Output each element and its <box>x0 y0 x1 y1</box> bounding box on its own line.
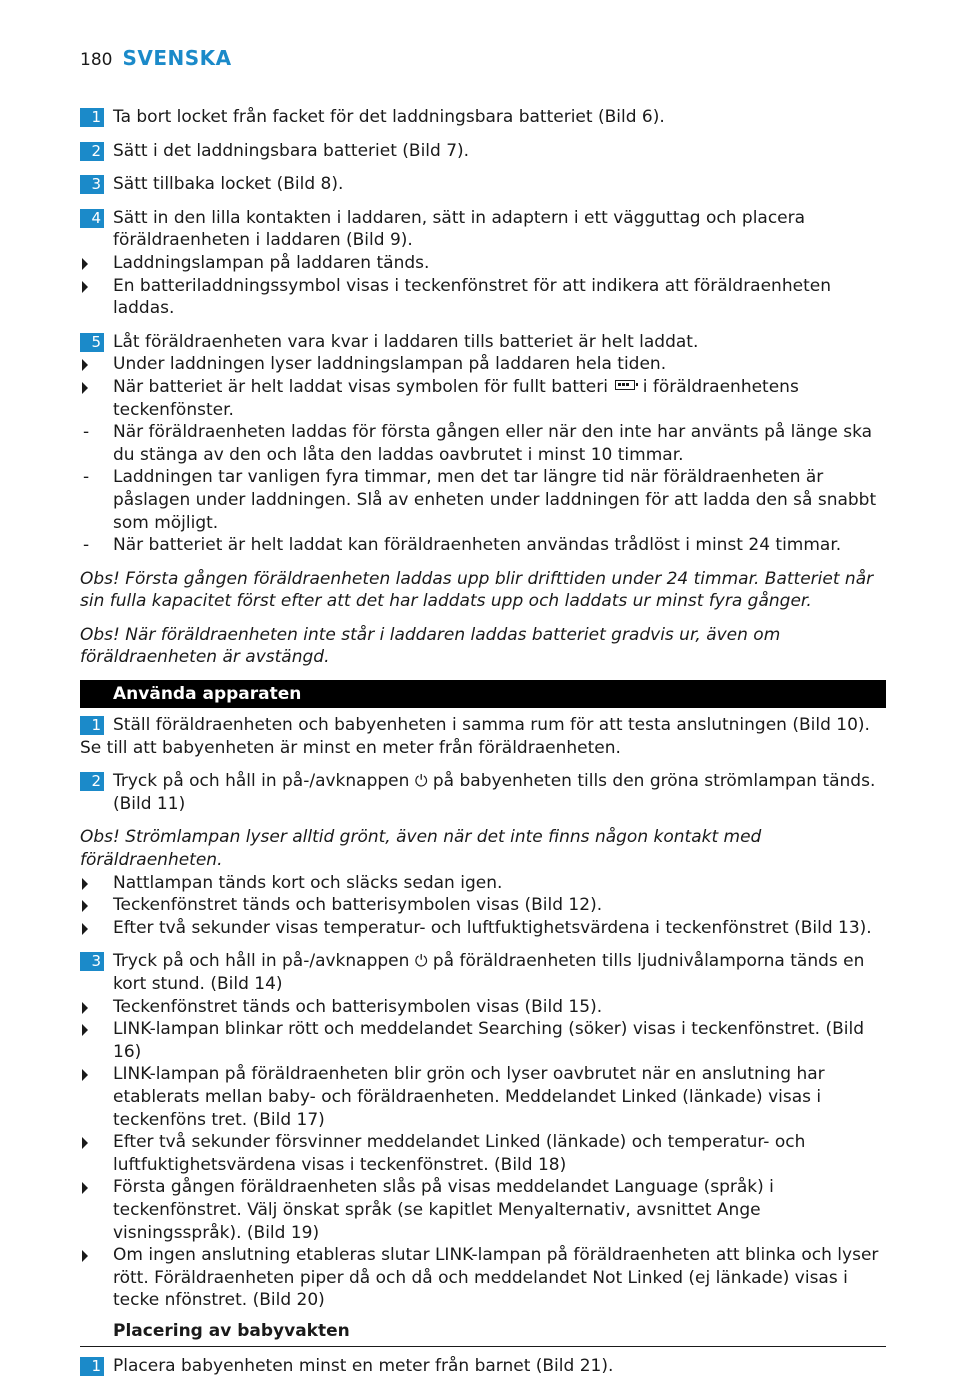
dash-text: När föräldraenheten laddas för första gången eller när den inte har använts på länge ska du stänga av den och låta den laddas oavbrutet i minst 10 timmar. <box>113 422 872 465</box>
dash-icon: - <box>83 421 89 444</box>
step-text: Sätt i det laddningsbara batteriet (Bild 7). <box>113 141 469 161</box>
step-number: 2 <box>80 142 104 161</box>
bullet-text: LINK-lampan blinkar rött och meddelandet Searching (söker) visas i teckenfönstret. (Bild 16) <box>113 1019 864 1062</box>
step-text: Låt föräldraenheten vara kvar i laddaren tills batteriet är helt laddat. <box>113 332 698 352</box>
bullet-icon <box>82 359 88 371</box>
step-2 <box>80 140 886 163</box>
bullet-icon <box>82 281 88 293</box>
dash-item <box>80 534 886 557</box>
step-1 <box>80 714 886 737</box>
step-text: Sätt in den lilla kontakten i laddaren, sätt in adaptern i ett vägguttag och placera föräldraenheten i laddaren (Bild 9). <box>113 208 805 251</box>
result-bullet <box>80 1131 886 1176</box>
step-4 <box>80 207 886 252</box>
bullet-icon <box>82 923 88 935</box>
language-heading: SVENSKA <box>122 46 231 70</box>
power-icon: ⏻ <box>415 950 428 973</box>
bullet-text: Under laddningen lyser laddningslampan på laddaren hela tiden. <box>113 354 666 374</box>
dash-icon: - <box>83 466 89 489</box>
result-bullet <box>80 917 886 940</box>
bullet-text: Laddningslampan på laddaren tänds. <box>113 253 429 273</box>
result-bullet <box>80 872 886 895</box>
bullet-text: Teckenfönstret tänds och batterisymbolen visas (Bild 12). <box>113 895 602 915</box>
subsection-title: Placering av babyvakten <box>80 1320 886 1347</box>
dash-item <box>80 421 886 466</box>
step-1 <box>80 106 886 129</box>
page-content <box>80 106 886 1377</box>
note: Obs! När föräldraenheten inte står i laddaren laddas batteriet gradvis ur, även om föräldraenheten är avstängd. <box>80 624 886 669</box>
result-bullet <box>80 894 886 917</box>
bullet-icon <box>82 1024 88 1036</box>
note: Obs! Första gången föräldraenheten laddas upp blir drifttiden under 24 timmar. Batteriet når sin fulla kapacitet först efter att det har laddats upp och laddats ur minst fyra gånger. <box>80 568 886 613</box>
bullet-icon <box>82 382 88 394</box>
bullet-icon <box>82 1137 88 1149</box>
bullet-icon <box>82 900 88 912</box>
bullet-icon <box>82 1002 88 1014</box>
step-text: Ta bort locket från facket för det laddningsbara batteriet (Bild 6). <box>113 107 665 127</box>
bullet-icon <box>82 1069 88 1081</box>
step-number: 3 <box>80 952 104 971</box>
bullet-text: Nattlampan tänds kort och släcks sedan igen. <box>113 873 502 893</box>
dash-icon: - <box>83 534 89 557</box>
dash-item <box>80 466 886 534</box>
step-number: 1 <box>80 108 104 127</box>
step-subtext: Se till att babyenheten är minst en meter från föräldraenheten. <box>80 737 886 760</box>
bullet-text-after: i föräldraenhetens teckenfönster. <box>113 377 799 420</box>
bullet-icon <box>82 1182 88 1194</box>
step-number: 1 <box>80 1357 104 1376</box>
step-number: 4 <box>80 209 104 228</box>
step-text-after: på babyenheten tills den gröna strömlampan tänds. (Bild 11) <box>113 771 875 814</box>
result-bullet <box>80 1176 886 1244</box>
result-bullet <box>80 252 886 275</box>
step-number: 3 <box>80 175 104 194</box>
result-bullet <box>80 275 886 320</box>
bullet-text: Efter två sekunder försvinner meddelandet Linked (länkade) och temperatur- och luftfuktighetsvärdena visas i teckenfönstret. (Bild 18) <box>113 1132 805 1175</box>
bullet-text: Första gången föräldraenheten slås på visas meddelandet Language (språk) i teckenfönstret. Välj önskat språk (se kapitlet Menyalternativ, avsnittet Ange visningsspråk). (Bild 19) <box>113 1177 774 1242</box>
bullet-text: Om ingen anslutning etableras slutar LINK-lampan på föräldraenheten att blinka och lyser rött. Föräldraenheten piper då och då och meddelandet Not Linked (ej länkade) visas i tecke nfönstret. (Bild 20) <box>113 1245 878 1310</box>
result-bullet <box>80 353 886 376</box>
step-number: 5 <box>80 333 104 352</box>
dash-text: När batteriet är helt laddat kan föräldraenheten användas trådlöst i minst 24 timmar. <box>113 535 841 555</box>
step-3 <box>80 173 886 196</box>
dash-text: Laddningen tar vanligen fyra timmar, men det tar längre tid när föräldraenheten är påslagen under laddningen. Slå av enheten under laddningen för att ladda den så snabbt som möjligt. <box>113 467 876 532</box>
bullet-icon <box>82 258 88 270</box>
page-header <box>80 46 232 76</box>
step-2 <box>80 770 886 815</box>
power-icon: ⏻ <box>415 770 428 793</box>
step-number: 2 <box>80 772 104 791</box>
step-text: Ställ föräldraenheten och babyenheten i samma rum för att testa anslutningen (Bild 10). <box>113 715 870 735</box>
step-text: Sätt tillbaka locket (Bild 8). <box>113 174 343 194</box>
step-number: 1 <box>80 716 104 735</box>
bullet-text-before: När batteriet är helt laddat visas symbolen för fullt batteri <box>113 377 608 397</box>
result-bullet <box>80 1063 886 1131</box>
bullet-text: Efter två sekunder visas temperatur- och luftfuktighetsvärdena i teckenfönstret (Bild 13). <box>113 918 872 938</box>
step-text: Placera babyenheten minst en meter från barnet (Bild 21). <box>113 1356 613 1376</box>
bullet-text: Teckenfönstret tänds och batterisymbolen visas (Bild 15). <box>113 997 602 1017</box>
step-text-after: på föräldraenheten tills ljudnivålamporna tänds en kort stund. (Bild 14) <box>113 951 864 994</box>
note: Obs! Strömlampan lyser alltid grönt, även när det inte finns någon kontakt med föräldraenheten. <box>80 826 886 871</box>
result-bullet <box>80 1244 886 1312</box>
step-5 <box>80 331 886 354</box>
step-3 <box>80 950 886 995</box>
bullet-text: LINK-lampan på föräldraenheten blir grön och lyser oavbrutet när en anslutning har etablerats mellan baby- och föräldraenheten. Meddelandet Linked (länkade) visas i teckenföns tret. (Bild 17) <box>113 1064 825 1129</box>
section-title: Använda apparaten <box>80 680 886 708</box>
battery-full-icon <box>615 380 635 390</box>
bullet-text: En batteriladdningssymbol visas i teckenfönstret för att indikera att föräldraenheten laddas. <box>113 276 831 319</box>
step-1 <box>80 1355 886 1377</box>
step-text-before: Tryck på och håll in på-/avknappen <box>113 951 409 971</box>
result-bullet <box>80 1018 886 1063</box>
bullet-icon <box>82 1250 88 1262</box>
bullet-icon <box>82 878 88 890</box>
result-bullet <box>80 376 886 421</box>
result-bullet <box>80 996 886 1019</box>
page-number: 180 <box>80 50 112 70</box>
step-text-before: Tryck på och håll in på-/avknappen <box>113 771 409 791</box>
